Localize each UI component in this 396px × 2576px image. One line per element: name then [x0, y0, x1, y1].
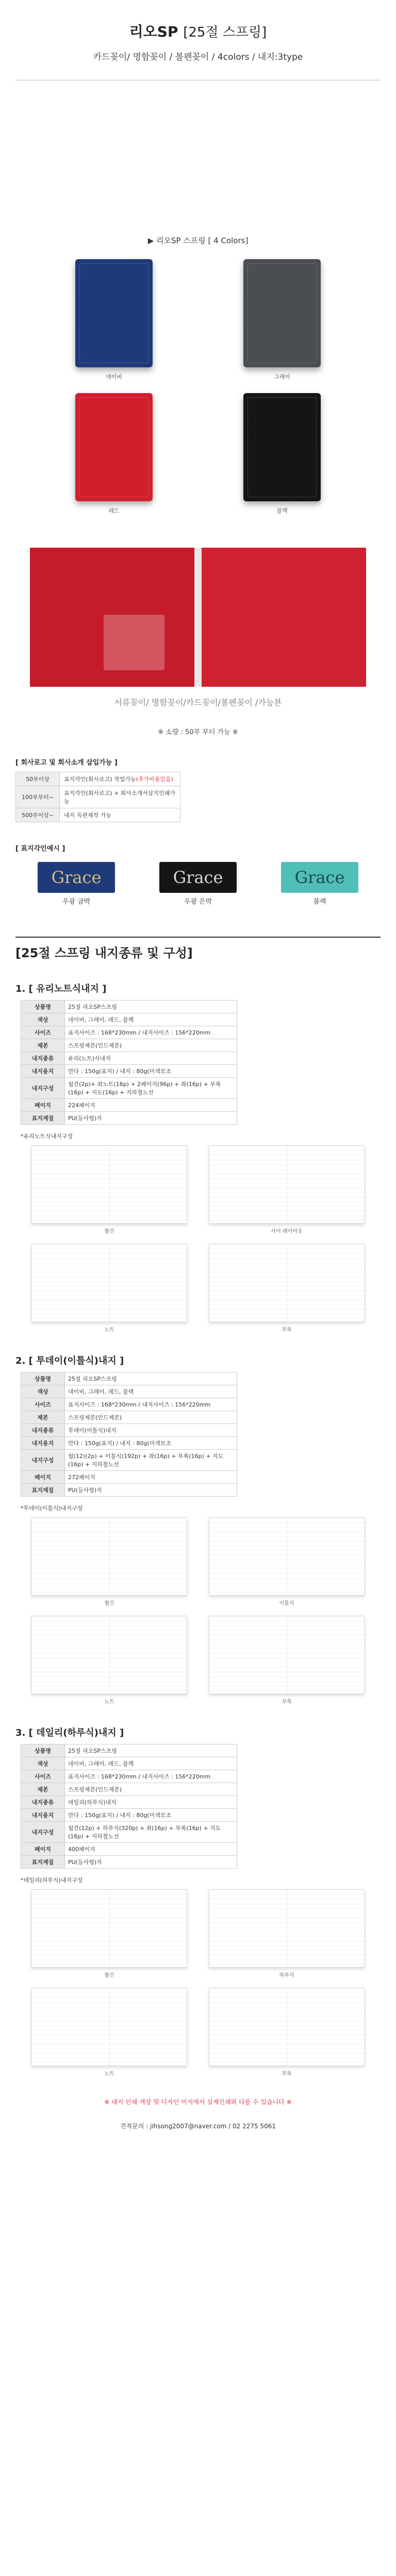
page — [209, 1244, 287, 1321]
thumbnail-label: 노트 — [104, 1699, 114, 1705]
stamp-sample: Grace — [159, 862, 237, 893]
spec-value: 스프링제본(인드제본) — [65, 1411, 237, 1424]
page-thumbnail — [31, 1244, 188, 1333]
spec-row — [21, 1013, 237, 1026]
stamp-example — [159, 862, 237, 906]
product-size: [25절 스프링] — [183, 25, 267, 40]
swatch-label: 블랙 — [276, 507, 288, 514]
header — [0, 0, 396, 62]
spec-key: 내지종류 — [21, 1796, 65, 1809]
stamp-example — [38, 862, 115, 906]
page — [32, 1244, 110, 1321]
pricing-desc-text: 내지 독판제작 가능 — [64, 812, 112, 819]
spec-key: 페이지 — [21, 1471, 65, 1484]
spec-key: 색상 — [21, 1013, 65, 1026]
page — [209, 1988, 287, 2065]
pricing-extra-cost: (추가비용있음) — [136, 776, 173, 783]
spec-value: 투데이(이틀식)내지 — [65, 1424, 237, 1437]
swatch-label: 네이비 — [106, 374, 122, 380]
spec-value: 스프링제본(인드제본) — [65, 1783, 237, 1796]
thumbnail-label: 이틀식 — [279, 1601, 294, 1606]
spec-row — [21, 1809, 237, 1822]
spec-row — [21, 1822, 237, 1843]
spec-key: 사이즈 — [21, 1770, 65, 1783]
footer-note: ※ 내지 인쇄 색상 및 디자인 미지에서 실제인쇄와 다를 수 있습니다 ※ — [104, 2098, 292, 2106]
spec-key: 내지종류 — [21, 1424, 65, 1437]
swatch-label: 그레이 — [274, 374, 290, 380]
spec-row — [21, 1078, 237, 1099]
page-thumbnail — [208, 1616, 365, 1705]
page — [110, 1244, 187, 1321]
pricing-desc-text: 표지각인(회사로고) + 회사소개서삽지인쇄가능 — [64, 790, 176, 805]
spec-row — [21, 1783, 237, 1796]
pricing-qty: 500부이상~ — [16, 808, 60, 822]
spec-row — [21, 1424, 237, 1437]
spec-value: PU(등사령)지 — [65, 1484, 237, 1497]
spec-key: 표지재질 — [21, 1112, 65, 1125]
pricing-desc — [60, 808, 180, 822]
spec-row — [21, 1001, 237, 1013]
thumbnail-label: 부록 — [282, 1699, 292, 1705]
spec-row — [21, 1385, 237, 1398]
spec-value: 25절 리오SP스프링 — [65, 1744, 237, 1757]
spec-row — [21, 1757, 237, 1770]
page — [287, 1988, 365, 2065]
swatch-0 — [30, 259, 198, 393]
spec-table — [21, 1744, 237, 1869]
spec-key: 내지용지 — [21, 1809, 65, 1822]
pricing-desc — [60, 772, 180, 786]
spec-value: 만다 : 150g(표지) / 내지 : 80g(미색모조 — [65, 1437, 237, 1450]
thumbnail-label: 노트 — [104, 1327, 114, 1333]
spec-row — [21, 1450, 237, 1471]
spec-key: 제본 — [21, 1039, 65, 1052]
spec-value: 스프링제본(인드제본) — [65, 1039, 237, 1052]
thumbnail-label: 부록 — [282, 1327, 292, 1333]
spec-key: 내지구성 — [21, 1822, 65, 1843]
page — [32, 1890, 110, 1967]
page — [110, 1890, 187, 1967]
spec-value: 표지사이즈 : 168*230mm / 내지사이즈 : 156*220mm — [65, 1026, 237, 1039]
product-name: 리오SP — [129, 23, 178, 40]
page-thumbnail — [208, 1988, 365, 2077]
spec-value: PU(등사령)지 — [65, 1856, 237, 1869]
spec-value: 표지사이즈 : 168*230mm / 내지사이즈 : 156*220mm — [65, 1398, 237, 1411]
page-thumbnail — [31, 1889, 188, 1978]
stamp-label: 우광 은박 — [184, 898, 212, 906]
inner-type-heading: 3. [ 데일리(하루식)내지 ] — [15, 1727, 124, 1738]
pricing-desc — [60, 786, 180, 808]
page — [110, 1146, 187, 1223]
page-spread — [209, 1616, 365, 1694]
layout-label: *유리노트식내지구성 — [21, 1133, 73, 1140]
spec-value: 만다 : 150g(표지) / 내지 : 80g(미색모조 — [65, 1065, 237, 1078]
swatch-2 — [30, 393, 198, 527]
spec-value: 표지사이즈 : 168*230mm / 내지사이즈 : 156*220mm — [65, 1770, 237, 1783]
spec-row — [21, 1398, 237, 1411]
spec-key: 사이즈 — [21, 1026, 65, 1039]
page-spread — [31, 1145, 187, 1224]
page-thumbnail — [208, 1889, 365, 1978]
pricing-qty: 100부부터~ — [16, 786, 60, 808]
stamp-sample: Grace — [38, 862, 115, 893]
color-swatches — [0, 259, 396, 527]
page-layout-grid — [31, 1145, 365, 1333]
spec-value: 데일리(하루식)내지 — [65, 1796, 237, 1809]
spec-value: 네이비, 그레이, 레드, 블랙 — [65, 1013, 237, 1026]
spec-key: 제본 — [21, 1783, 65, 1796]
spec-row — [21, 1039, 237, 1052]
layout-label: *투데이(이틀식)내지구성 — [21, 1505, 83, 1512]
page-spread — [31, 1244, 187, 1322]
thumbnail-label: 월간 — [104, 1601, 114, 1606]
page — [287, 1518, 365, 1595]
thumbnail-label: 부록 — [282, 2071, 292, 2077]
spec-key: 내지용지 — [21, 1437, 65, 1450]
swatch-3 — [198, 393, 366, 527]
pricing-qty: 50부이상 — [16, 772, 60, 786]
spec-key: 제본 — [21, 1411, 65, 1424]
page-thumbnail — [31, 1988, 188, 2077]
stamp-label: 우광 금박 — [62, 898, 91, 906]
product-title — [0, 21, 396, 41]
spec-row — [21, 1052, 237, 1065]
stamp-examples-label: [ 표지각인예시 ] — [15, 845, 65, 853]
spec-value: 네이비, 그레이, 레드, 블랙 — [65, 1385, 237, 1398]
stamp-sample: Grace — [281, 862, 358, 893]
spec-row — [21, 1843, 237, 1856]
page-spread — [209, 1517, 365, 1596]
page-thumbnail — [31, 1145, 188, 1234]
spec-key: 페이지 — [21, 1099, 65, 1112]
page — [32, 1988, 110, 2065]
spec-row — [21, 1112, 237, 1125]
page-spread — [31, 1616, 187, 1694]
page — [287, 1244, 365, 1321]
spec-key: 페이지 — [21, 1843, 65, 1856]
spec-row — [21, 1065, 237, 1078]
logo-pricing-label: [ 회사로고 및 회사소개 삽입가능 ] — [15, 759, 118, 767]
inner-pages-title: [25절 스프링 내지종류 및 구성] — [15, 937, 381, 961]
page — [209, 1890, 287, 1967]
spring-spine — [194, 548, 201, 687]
spec-key: 내지구성 — [21, 1450, 65, 1471]
swatch-label: 레드 — [108, 507, 120, 514]
spec-value: 월간(12p) + 하루식(320p) + 좌(16p) + 부록(16p) + 지도(16p) + 지하철노선 — [65, 1822, 237, 1843]
page — [209, 1616, 287, 1693]
page — [110, 1518, 187, 1595]
planner-cover — [75, 393, 153, 501]
inner-type-section — [0, 1725, 396, 2077]
spec-row — [21, 1484, 237, 1497]
spec-row — [21, 1411, 237, 1424]
spec-key: 상품명 — [21, 1372, 65, 1385]
thumbnail-label: 사이 레이아웃 — [271, 1229, 303, 1234]
pricing-desc-text: 표지각인(회사로고) 작업가능 — [64, 776, 136, 783]
spec-value: 월간(2p)+ 좌노트(16p) + 2페이지(96p) + 좌(16p) + 부록(16p) + 지도(16p) + 지하철노선 — [65, 1078, 237, 1099]
page — [287, 1616, 365, 1693]
spec-value: 272페이지 — [65, 1471, 237, 1484]
inner-types — [0, 981, 396, 2077]
page — [110, 1988, 187, 2065]
minimum-order: ※ 소량 : 50부 부터 가능 ※ — [158, 728, 238, 736]
spec-value: 400페이지 — [65, 1843, 237, 1856]
spec-key: 상품명 — [21, 1744, 65, 1757]
layout-label: *데일리(하루식)내지구성 — [21, 1877, 83, 1884]
spec-key: 표지재질 — [21, 1484, 65, 1497]
spec-value: 만다 : 150g(표지) / 내지 : 80g(미색모조 — [65, 1809, 237, 1822]
logo-pricing-table — [15, 772, 180, 822]
inner-type-heading: 1. [ 유리노트식내지 ] — [15, 984, 107, 994]
page-spread — [209, 1145, 365, 1224]
card-pocket — [104, 615, 164, 670]
spec-table — [21, 1000, 237, 1125]
page-layout-grid — [31, 1889, 365, 2077]
spec-key: 내지용지 — [21, 1065, 65, 1078]
page-spread — [31, 1988, 187, 2066]
page — [209, 1146, 287, 1223]
spec-row — [21, 1770, 237, 1783]
inner-type-heading: 2. [ 투데이(이틀식)내지 ] — [15, 1355, 124, 1366]
thumbnail-label: 하루식 — [279, 1973, 294, 1978]
spec-key: 사이즈 — [21, 1398, 65, 1411]
thumbnail-label: 월간 — [104, 1229, 114, 1234]
inner-type-section — [0, 981, 396, 1333]
contact-info: 견적문의 : jihsong2007@naver.com / 02 2275 5061 — [120, 2123, 276, 2130]
page-thumbnail — [208, 1517, 365, 1606]
spec-row — [21, 1796, 237, 1809]
page — [32, 1616, 110, 1693]
spec-value: 월(12)(2p) + 이틀식(192p) + 좌(16p) + 부록(16p) + 지도(16p) + 지하철노선 — [65, 1450, 237, 1471]
colors-heading: ▶ 리오SP 스프링 [ 4 Colors] — [147, 236, 249, 245]
spec-value: 25절 리오SP스프링 — [65, 1001, 237, 1013]
page-spread — [209, 1244, 365, 1322]
pricing-row — [16, 808, 180, 822]
spec-value: 네이비, 그레이, 레드, 블랙 — [65, 1757, 237, 1770]
stamp-examples — [15, 862, 381, 906]
spec-row — [21, 1856, 237, 1869]
spec-value: 유리(노트)식내지 — [65, 1052, 237, 1065]
page — [32, 1146, 110, 1223]
planner-cover — [243, 393, 321, 501]
spec-key: 색상 — [21, 1385, 65, 1398]
product-subline: 카드꽂이/ 명함꽂이 / 볼펜꽂이 / 4colors / 내지:3type — [93, 52, 303, 62]
stamp-label: 블랙 — [313, 898, 326, 906]
stamp-example — [281, 862, 358, 906]
page-thumbnail — [31, 1517, 188, 1606]
spec-value: 25절 리오SP스프링 — [65, 1372, 237, 1385]
spec-row — [21, 1437, 237, 1450]
page-spread — [31, 1517, 187, 1596]
page — [209, 1518, 287, 1595]
spec-key: 상품명 — [21, 1001, 65, 1013]
inner-type-section — [0, 1353, 396, 1705]
spec-row — [21, 1372, 237, 1385]
planner-cover — [243, 259, 321, 367]
spec-key: 색상 — [21, 1757, 65, 1770]
thumbnail-label: 노트 — [104, 2071, 114, 2077]
spec-row — [21, 1026, 237, 1039]
planner-cover — [75, 259, 153, 367]
page-thumbnail — [208, 1145, 365, 1234]
page — [287, 1146, 365, 1223]
spec-row — [21, 1099, 237, 1112]
features-text: 서류꽂이/ 명함꽂이/카드꽂이/볼펜꽂이 /가능뵨 — [114, 698, 282, 707]
spec-value: PU(등사령)지 — [65, 1112, 237, 1125]
right-cover — [202, 548, 366, 687]
page-layout-grid — [31, 1517, 365, 1705]
thumbnail-label: 월간 — [104, 1973, 114, 1978]
page — [110, 1616, 187, 1693]
spec-value: 224페이지 — [65, 1099, 237, 1112]
spec-row — [21, 1744, 237, 1757]
page — [32, 1518, 110, 1595]
page — [287, 1890, 365, 1967]
spec-key: 내지종류 — [21, 1052, 65, 1065]
spec-table — [21, 1372, 237, 1497]
open-planner-photo — [30, 548, 366, 687]
page-thumbnail — [208, 1244, 365, 1333]
page-spread — [209, 1889, 365, 1968]
spec-key: 내지구성 — [21, 1078, 65, 1099]
page-spread — [209, 1988, 365, 2066]
spec-key: 표지재질 — [21, 1856, 65, 1869]
spec-row — [21, 1471, 237, 1484]
page-thumbnail — [31, 1616, 188, 1705]
pricing-row — [16, 786, 180, 808]
swatch-1 — [198, 259, 366, 393]
pricing-row — [16, 772, 180, 786]
page-spread — [31, 1889, 187, 1968]
